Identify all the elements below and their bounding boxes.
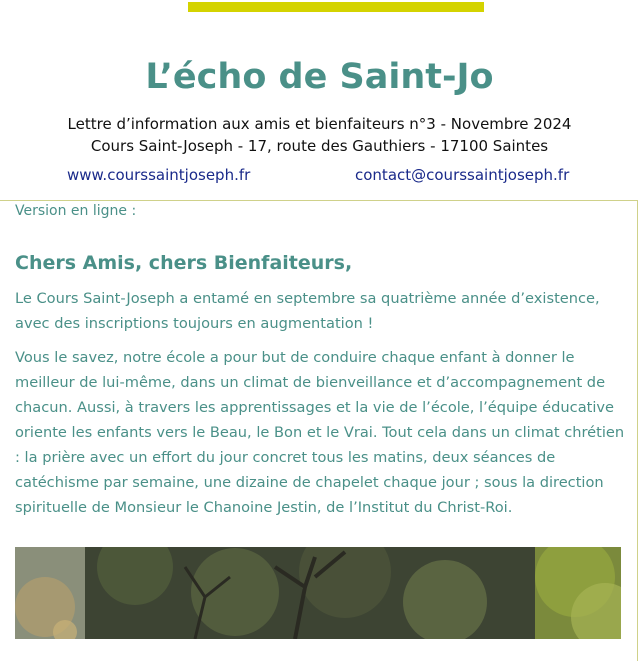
accent-bar [188,2,484,12]
newsletter-title: L’écho de Saint-Jo [145,57,494,97]
mission-paragraph: Vous le savez, notre école a pour but de conduire chaque enfant à donner le meilleur de lui-même, dans un climat de bienveillance et d’accompagnement de chacun. Aussi, à travers les apprentissages et la vie de l’école, l’équipe éducative oriente les enfants vers le Beau, le Bon et le Vrai. Tout cela dans un climat chrétien : la prière avec un effort du jour concret tous les matins, deux séances de catéchisme par semaine, une dizaine de chapelet chaque jour ; sous la direction spirituelle de Monsieur le Chanoine Jestin, de l’Institut du Christ-Roi. [15,349,625,516]
website-link[interactable]: www.courssaintjoseph.fr [67,166,251,184]
school-photo [15,547,621,639]
school-address: Cours Saint-Joseph - 17, route des Gauthiers - 17100 Saintes [90,137,549,155]
online-version-label[interactable]: Version en ligne : [15,203,137,219]
newsletter-subtitle: Lettre d’information aux amis et bienfaiteurs n°3 - Novembre 2024 [67,115,572,133]
email-link[interactable]: contact@courssaintjoseph.fr [355,166,570,184]
intro-paragraph: Le Cours Saint-Joseph a entamé en septembre sa quatrième année d’existence, avec des inscriptions toujours en augmentation ! [15,290,600,332]
tree-photo-illustration [15,547,621,639]
greeting-heading: Chers Amis, chers Bienfaiteurs, [15,252,353,274]
